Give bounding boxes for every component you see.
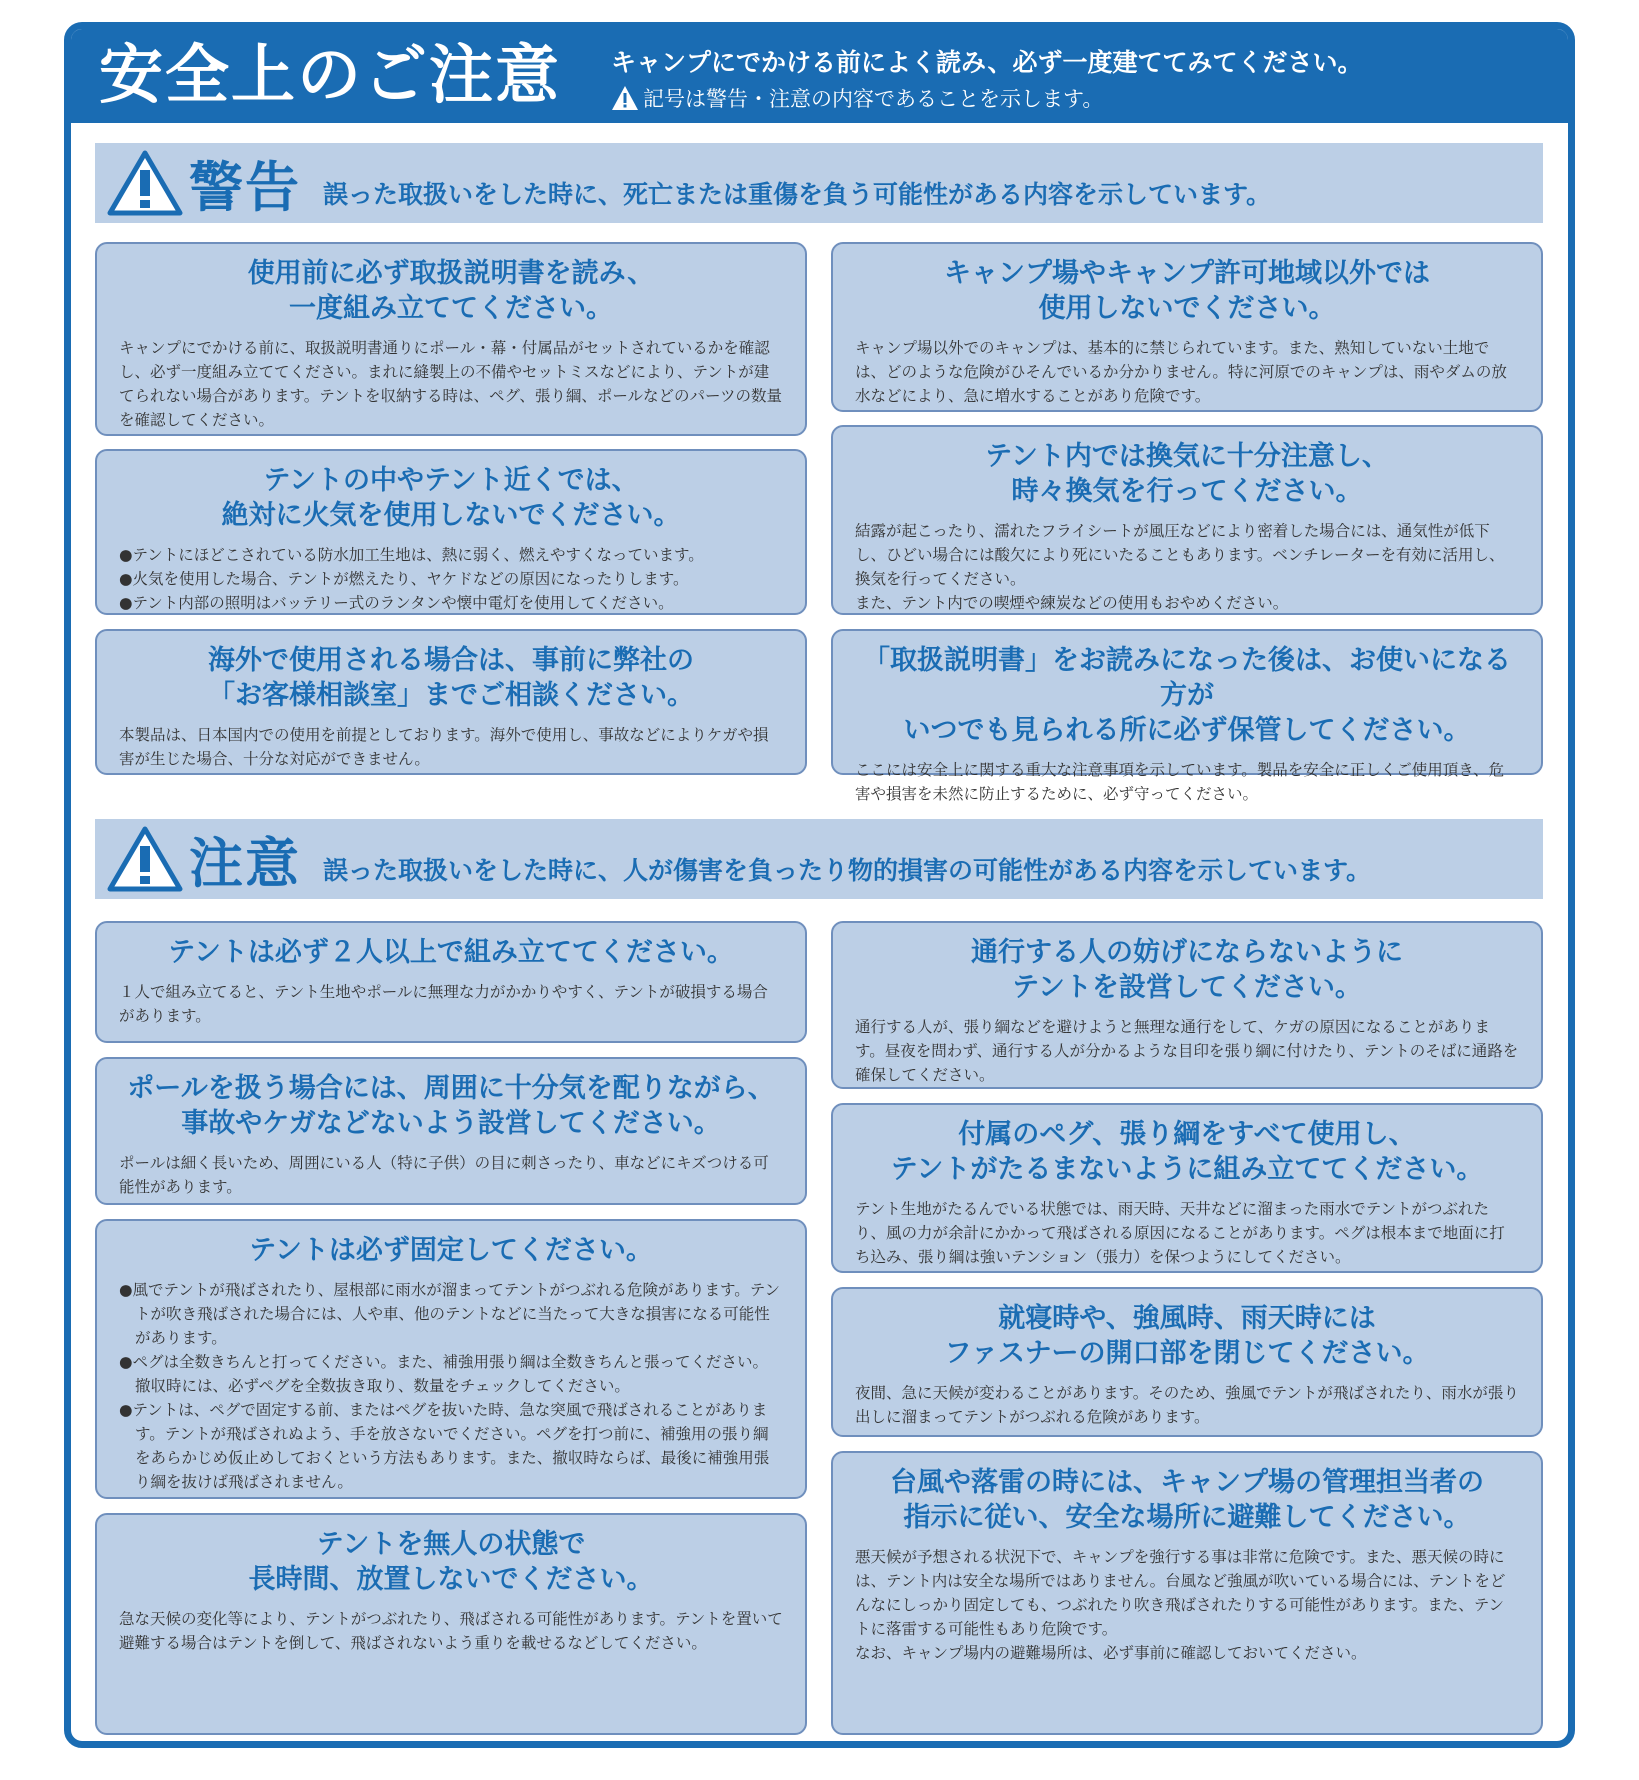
card-heading: 使用前に必ず取扱説明書を読み、 一度組み立ててください。 [247,258,655,324]
warning-card-no-fire [95,449,807,615]
header-banner [71,29,1568,123]
card-heading: テントは必ず固定してください。 [249,1235,653,1266]
bullet-item: ● テントは、ペグで固定する前、またはペグを抜いた時、急な突風で飛ばされることがあります。テントが飛ばされぬよう、手を放さないでください。ペグを打つ前に、補強用の張り綱をあらかじめ仮止めしておくという方法もあります。また、撤収時ならば、最後に補強用張り綱を抜けば飛ばされません。 [119,1398,783,1494]
caution-description: 誤った取扱いをした時に、人が傷害を負ったり物的損害の可能性がある内容を示しています。 [323,856,1372,885]
warning-card-keep-manual [831,629,1543,803]
caution-card-passersby [831,921,1543,1089]
caution-card-pegs-lines [831,1103,1543,1273]
card-body: ポールは細く長いため、周囲にいる人（特に子供）の目に刺さったり、車などにキズつける可能性があります。 [119,1154,769,1196]
card-heading: 付属のペグ、張り綱をすべて使用し、 テントがたるまないように組み立ててください。 [890,1119,1484,1185]
card-body-extra: なお、キャンプ場内の避難場所は、必ず事前に確認しておいてください。 [855,1644,1367,1662]
card-body: 結露が起こったり、濡れたフライシートが風圧などにより密着した場合には、通気性が低下し、ひどい場合には酸欠により死にいたることもあります。ベンチレーターを有効に活用し、換気を行ってください。 [855,522,1505,588]
bullet-item: ● 風でテントが飛ばされたり、屋根部に雨水が溜まってテントがつぶれる危険があります。テントが吹き飛ばされた場合には、人や車、他のテントなどに当たって大きな損害になる可能性があります。 [119,1278,783,1350]
warning-card-ventilation [831,425,1543,615]
warning-section-bar [95,143,1543,223]
header-note-text: 記号は警告・注意の内容であることを示します。 [643,87,1104,111]
warning-triangle-icon [107,150,183,216]
card-bullets [119,1278,783,1494]
card-heading: キャンプ場やキャンプ許可地域以外では 使用しないでください。 [944,258,1430,324]
safety-notice-frame [64,22,1575,1748]
card-body: 急な天候の変化等により、テントがつぶれたり、飛ばされる可能性があります。テントを置いて避難する場合はテントを倒して、飛ばされないよう重りを載せるなどしてください。 [119,1610,783,1652]
caution-card-secure-tent [95,1219,807,1499]
bullet-item: ● テントにほどこされている防水加工生地は、熱に弱く、燃えやすくなっています。 [119,543,783,567]
card-body: テント生地がたるんでいる状態では、雨天時、天井などに溜まった雨水でテントがつぶれたり、風の力が余計にかかって飛ばされる原因になることがあります。ペグは根本まで地面に打ち込み、張り綱は強いテンション（張力）を保つようにしてください。 [855,1200,1505,1266]
card-body: ここには安全上に関する重大な注意事項を示しています。製品を安全に正しくご使用頂き、危害や損害を未然に防止するために、必ず守ってください。 [855,761,1505,803]
card-heading: 就寝時や、強風時、雨天時には ファスナーの開口部を閉じてください。 [944,1303,1430,1369]
warning-description: 誤った取扱いをした時に、死亡または重傷を負う可能性がある内容を示しています。 [323,180,1272,209]
card-heading: テントの中やテント近くでは、 絶対に火気を使用しないでください。 [221,465,681,531]
warning-card-campsite-only [831,242,1543,412]
bullet-item: ● ペグは全数きちんと打ってください。また、補強用張り綱は全数きちんと張ってください。撤収時には、必ずペグを全数抜き取り、数量をチェックしてください。 [119,1350,783,1398]
card-heading: テントは必ず２人以上で組み立ててください。 [168,937,734,968]
warning-card-read-manual [95,242,807,436]
caution-card-unattended [95,1513,807,1735]
card-heading: 海外で使用される場合は、事前に弊社の 「お客様相談室」までご相談ください。 [208,645,694,711]
card-heading: テントを無人の状態で 長時間、放置しないでください。 [248,1529,654,1595]
card-heading: 通行する人の妨げにならないように テントを設営してください。 [971,937,1403,1003]
caution-triangle-icon [107,826,183,892]
header-note [611,83,1103,113]
card-heading: ポールを扱う場合には、周囲に十分気を配りながら、 事故やケガなどないよう設営してください。 [127,1073,775,1139]
bullet-item: ● テント内部の照明はバッテリー式のランタンや懐中電灯を使用してください。 [119,591,783,615]
warning-triangle-icon [611,85,639,111]
card-bullets [119,543,783,615]
card-body-extra: また、テント内での喫煙や練炭などの使用もおやめください。 [855,594,1289,612]
card-heading: 「取扱説明書」をお読みになった後は、お使いになる方が いつでも見られる所に必ず保管してください。 [863,645,1511,746]
card-body: キャンプにでかける前に、取扱説明書通りにポール・幕・付属品がセットされているかを確認し、必ず一度組み立ててください。まれに縫製上の不備やセットミスなどにより、テントが建てられない場合があります。テントを収納する時は、ペグ、張り綱、ポールなどのパーツの数量を確認してください。 [119,339,782,429]
caution-section-bar [95,819,1543,899]
page-title: 安全上のご注意 [99,39,561,113]
card-heading: テント内では換気に十分注意し、 時々換気を行ってください。 [985,441,1389,507]
caution-card-close-zipper [831,1287,1543,1437]
card-heading: 台風や落雷の時には、キャンプ場の管理担当者の 指示に従い、安全な場所に避難してください。 [890,1467,1484,1533]
card-body: 本製品は、日本国内での使用を前提としております。海外で使用し、事故などによりケガや損害が生じた場合、十分な対応ができません。 [119,726,769,768]
card-body: １人で組み立てると、テント生地やポールに無理な力がかかりやすく、テントが破損する場合があります。 [119,983,768,1025]
card-body: 夜間、急に天候が変わることがあります。そのため、強風でテントが飛ばされたり、雨水が張り出しに溜まってテントがつぶれる危険があります。 [855,1384,1519,1426]
warning-card-overseas [95,629,807,775]
card-body: 悪天候が予想される状況下で、キャンプを強行する事は非常に危険です。また、悪天候の時には、テント内は安全な場所ではありません。台風など強風が吹いている場合には、テントをどんなにしっかり固定しても、つぶれたり吹き飛ばされたりする可能性があります。また、テントに落雷する可能性もあり危険です。 [855,1548,1506,1638]
card-body: キャンプ場以外でのキャンプは、基本的に禁じられています。また、熟知していない土地では、どのような危険がひそんでいるか分かりません。特に河原でのキャンプは、雨やダムの放水などにより、急に増水することがあり危険です。 [855,339,1507,405]
card-body: 通行する人が、張り綱などを避けようと無理な通行をして、ケガの原因になることがあります。昼夜を問わず、通行する人が分かるような目印を張り綱に付けたり、テントのそばに通路を確保してください。 [855,1018,1519,1084]
bullet-item: ● 火気を使用した場合、テントが燃えたり、ヤケドなどの原因になったりします。 [119,567,783,591]
warning-title: 警告 [189,155,301,219]
caution-card-two-people [95,921,807,1043]
caution-card-storm-evacuate [831,1451,1543,1735]
header-subtitle: キャンプにでかける前によく読み、必ず一度建ててみてください。 [611,48,1363,77]
caution-card-poles [95,1057,807,1205]
caution-title: 注意 [189,831,301,895]
